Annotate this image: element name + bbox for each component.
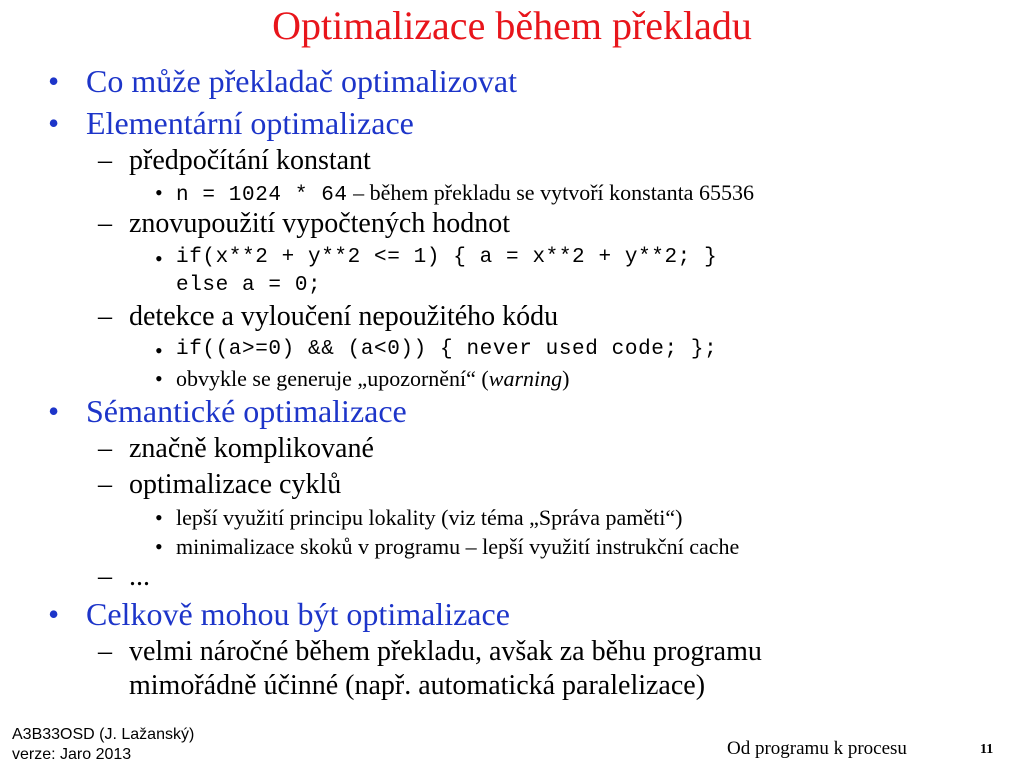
bullet-marker: •	[155, 505, 163, 530]
footer-topic: Od programu k procesu	[727, 738, 907, 759]
bullet-marker: •	[155, 534, 163, 559]
dash-marker: –	[98, 433, 112, 464]
bullet-text: mimořádně účinné (např. automatická paralelizace)	[129, 670, 706, 701]
bullet-text: – během překladu se vytvoří konstanta 65536	[347, 180, 754, 205]
dash-marker: –	[98, 636, 112, 667]
bullet-marker: •	[155, 246, 163, 271]
page-number: 11	[980, 742, 994, 757]
code-snippet: if(x**2 + y**2 <= 1) { a = x**2 + y**2; }	[176, 246, 718, 269]
bullet-marker: •	[48, 105, 60, 141]
bullet-text: )	[562, 366, 570, 391]
slide-title: Optimalizace během překladu	[272, 3, 752, 48]
bullet-marker: •	[155, 338, 163, 363]
code-snippet: if((a>=0) && (a<0)) { never used code; };	[176, 338, 718, 361]
bullet-text: Co může překladač optimalizovat	[86, 63, 517, 99]
bullet-text: ...	[129, 561, 150, 592]
bullet-text: lepší využití principu lokality (viz téma „Správa paměti“)	[176, 505, 683, 530]
bullet-text: velmi náročné během překladu, avšak za běhu programu	[129, 636, 762, 667]
dash-marker: –	[98, 561, 112, 592]
bullet-marker: •	[48, 63, 60, 99]
dash-marker: –	[98, 301, 112, 332]
bullet-text: minimalizace skoků v programu – lepší využití instrukční cache	[176, 534, 740, 559]
bullet-text: detekce a vyloučení nepoužitého kódu	[129, 301, 559, 332]
bullet-text: obvykle se generuje „upozornění“ (	[176, 366, 489, 391]
bullet-text: Celkově mohou být optimalizace	[86, 596, 510, 632]
bullet-marker: •	[48, 393, 60, 429]
bullet-content	[176, 180, 754, 207]
code-snippet: n = 1024 * 64	[176, 184, 348, 207]
bullet-marker: •	[155, 180, 163, 205]
footer-version: verze: Jaro 2013	[12, 746, 132, 763]
bullet-text: Elementární optimalizace	[86, 105, 414, 141]
bullet-text: optimalizace cyklů	[129, 469, 342, 500]
dash-marker: –	[98, 145, 112, 176]
bullet-marker: •	[155, 366, 163, 391]
code-snippet: else a = 0;	[176, 274, 322, 297]
footer-author: A3B33OSD (J. Lažanský)	[12, 726, 195, 743]
bullet-text: předpočítání konstant	[129, 145, 371, 176]
bullet-marker: •	[48, 596, 60, 632]
bullet-text-emphasis: warning	[488, 366, 563, 391]
bullet-content	[176, 366, 569, 392]
dash-marker: –	[98, 208, 112, 239]
bullet-text: znovupoužití vypočtených hodnot	[129, 208, 511, 239]
dash-marker: –	[98, 469, 112, 500]
bullet-text: Sémantické optimalizace	[86, 393, 407, 429]
bullet-text: značně komplikované	[129, 433, 374, 464]
